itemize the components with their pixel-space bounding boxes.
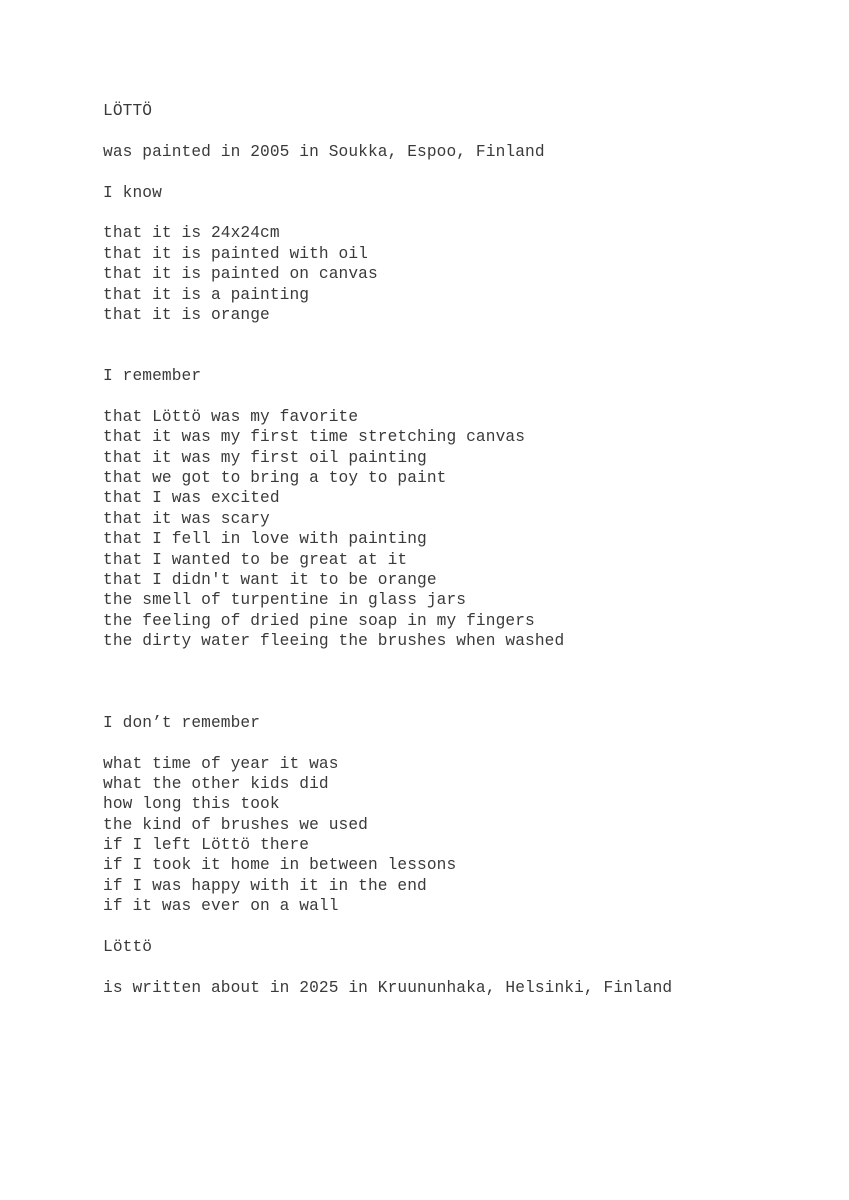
dont-remember-item: if I took it home in between lessons bbox=[103, 856, 457, 875]
written-line: is written about in 2025 in Kruununhaka, Helsinki, Finland bbox=[103, 978, 673, 997]
remember-item: that I was excited bbox=[103, 489, 280, 508]
painted-line: was painted in 2005 in Soukka, Espoo, Finland bbox=[103, 142, 545, 161]
dont-remember-item: if I was happy with it in the end bbox=[103, 876, 427, 895]
remember-item: that it was my first oil painting bbox=[103, 448, 427, 467]
remember-item: that it was scary bbox=[103, 509, 270, 528]
dont-remember-item: what time of year it was bbox=[103, 754, 339, 773]
dont-remember-item: if it was ever on a wall bbox=[103, 897, 339, 916]
know-heading: I know bbox=[103, 183, 162, 202]
document-page bbox=[103, 101, 803, 998]
dont-remember-item: what the other kids did bbox=[103, 774, 329, 793]
dont-remember-item: if I left Löttö there bbox=[103, 836, 310, 855]
know-item: that it is 24x24cm bbox=[103, 224, 280, 243]
dont-remember-item: the kind of brushes we used bbox=[103, 815, 368, 834]
closing-name: Löttö bbox=[103, 938, 153, 957]
remember-item: that I fell in love with painting bbox=[103, 530, 427, 549]
remember-item: that Löttö was my favorite bbox=[103, 407, 359, 426]
remember-item: that I didn't want it to be orange bbox=[103, 570, 437, 589]
dont-remember-heading: I don’t remember bbox=[103, 713, 261, 732]
remember-item: the feeling of dried pine soap in my fingers bbox=[103, 611, 535, 630]
know-item: that it is a painting bbox=[103, 285, 310, 304]
know-item: that it is painted on canvas bbox=[103, 265, 378, 284]
know-item: that it is orange bbox=[103, 305, 270, 324]
remember-item: the smell of turpentine in glass jars bbox=[103, 591, 467, 610]
know-item: that it is painted with oil bbox=[103, 244, 368, 263]
remember-item: that we got to bring a toy to paint bbox=[103, 469, 447, 488]
remember-heading: I remember bbox=[103, 367, 202, 386]
remember-item: the dirty water fleeing the brushes when washed bbox=[103, 632, 565, 651]
dont-remember-item: how long this took bbox=[103, 795, 280, 814]
poem-title: LÖTTÖ bbox=[103, 102, 153, 120]
remember-item: that it was my first time stretching canvas bbox=[103, 428, 526, 447]
remember-item: that I wanted to be great at it bbox=[103, 550, 408, 569]
